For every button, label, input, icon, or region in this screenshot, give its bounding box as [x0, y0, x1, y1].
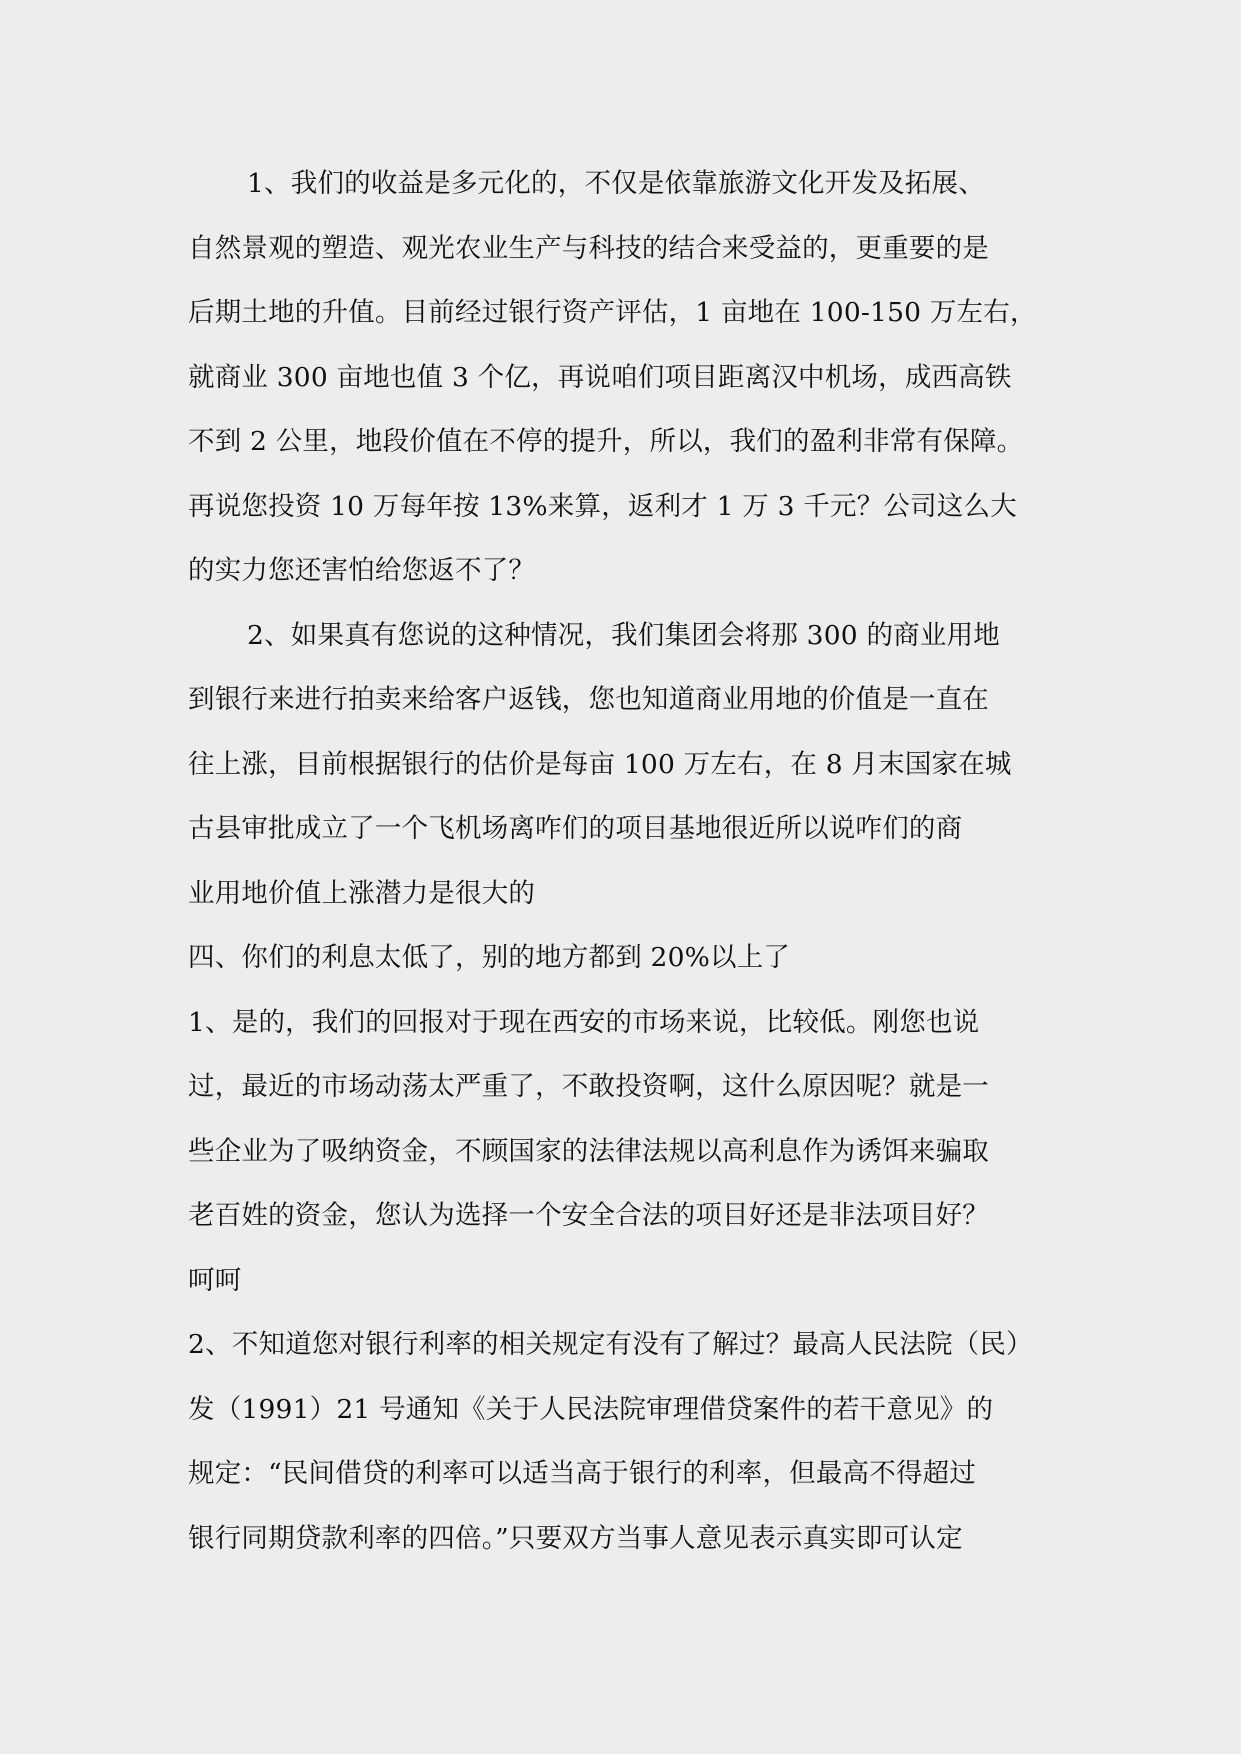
paragraph-line: 就商业 300 亩地也值 3 个亿，再说咱们项目距离汉中机场，成西高铁 [188, 361, 1012, 393]
paragraph-line: 再说您投资 10 万每年按 13%来算，返利才 1 万 3 千元？公司这么大 [188, 490, 1017, 522]
paragraph-line: 2、不知道您对银行利率的相关规定有没有了解过？最高人民法院（民） [188, 1329, 1033, 1360]
paragraph-line: 1、我们的收益是多元化的，不仅是依靠旅游文化开发及拓展、 [247, 168, 985, 199]
paragraph-line: 规定：“民间借贷的利率可以适当高于银行的利率，但最高不得超过 [188, 1458, 977, 1489]
paragraph-line: 古县审批成立了一个飞机场离咋们的项目基地很近所以说咋们的商 [188, 813, 963, 844]
paragraph-line: 不到 2 公里，地段价值在不停的提升，所以，我们的盈利非常有保障。 [188, 426, 1024, 457]
paragraph-line: 银行同期贷款利率的四倍。”只要双方当事人意见表示真实即可认定 [188, 1522, 963, 1554]
paragraph-line: 自然景观的塑造、观光农业生产与科技的结合来受益的，更重要的是 [188, 232, 989, 264]
paragraph-line: 的实力您还害怕给您返不了？ [188, 555, 536, 586]
paragraph-line: 些企业为了吸纳资金，不顾国家的法律法规以高利息作为诱饵来骗取 [188, 1135, 989, 1167]
paragraph-line: 呵呵 [188, 1264, 242, 1296]
section-heading: 四、你们的利息太低了，别的地方都到 20%以上了 [188, 942, 791, 973]
paragraph-line: 1、是的，我们的回报对于现在西安的市场来说，比较低。刚您也说 [188, 1006, 980, 1038]
paragraph-line: 业用地价值上涨潜力是很大的 [188, 877, 536, 909]
paragraph-line: 发（1991）21 号通知《关于人民法院审理借贷案件的若干意见》的 [188, 1393, 994, 1425]
document-body [188, 152, 1058, 1571]
paragraph-line: 过，最近的市场动荡太严重了，不敢投资啊，这什么原因呢？就是一 [188, 1071, 989, 1102]
paragraph-line: 2、如果真有您说的这种情况，我们集团会将那 300 的商业用地 [247, 619, 1000, 651]
paragraph-line: 后期土地的升值。目前经过银行资产评估，1 亩地在 100-150 万左右， [188, 297, 1037, 328]
paragraph-line: 到银行来进行拍卖来给客户返钱，您也知道商业用地的价值是一直在 [188, 684, 989, 715]
paragraph-line: 老百姓的资金，您认为选择一个安全合法的项目好还是非法项目好？ [188, 1200, 989, 1231]
paragraph-line: 往上涨，目前根据银行的估价是每亩 100 万左右，在 8 月末国家在城 [188, 748, 1012, 780]
